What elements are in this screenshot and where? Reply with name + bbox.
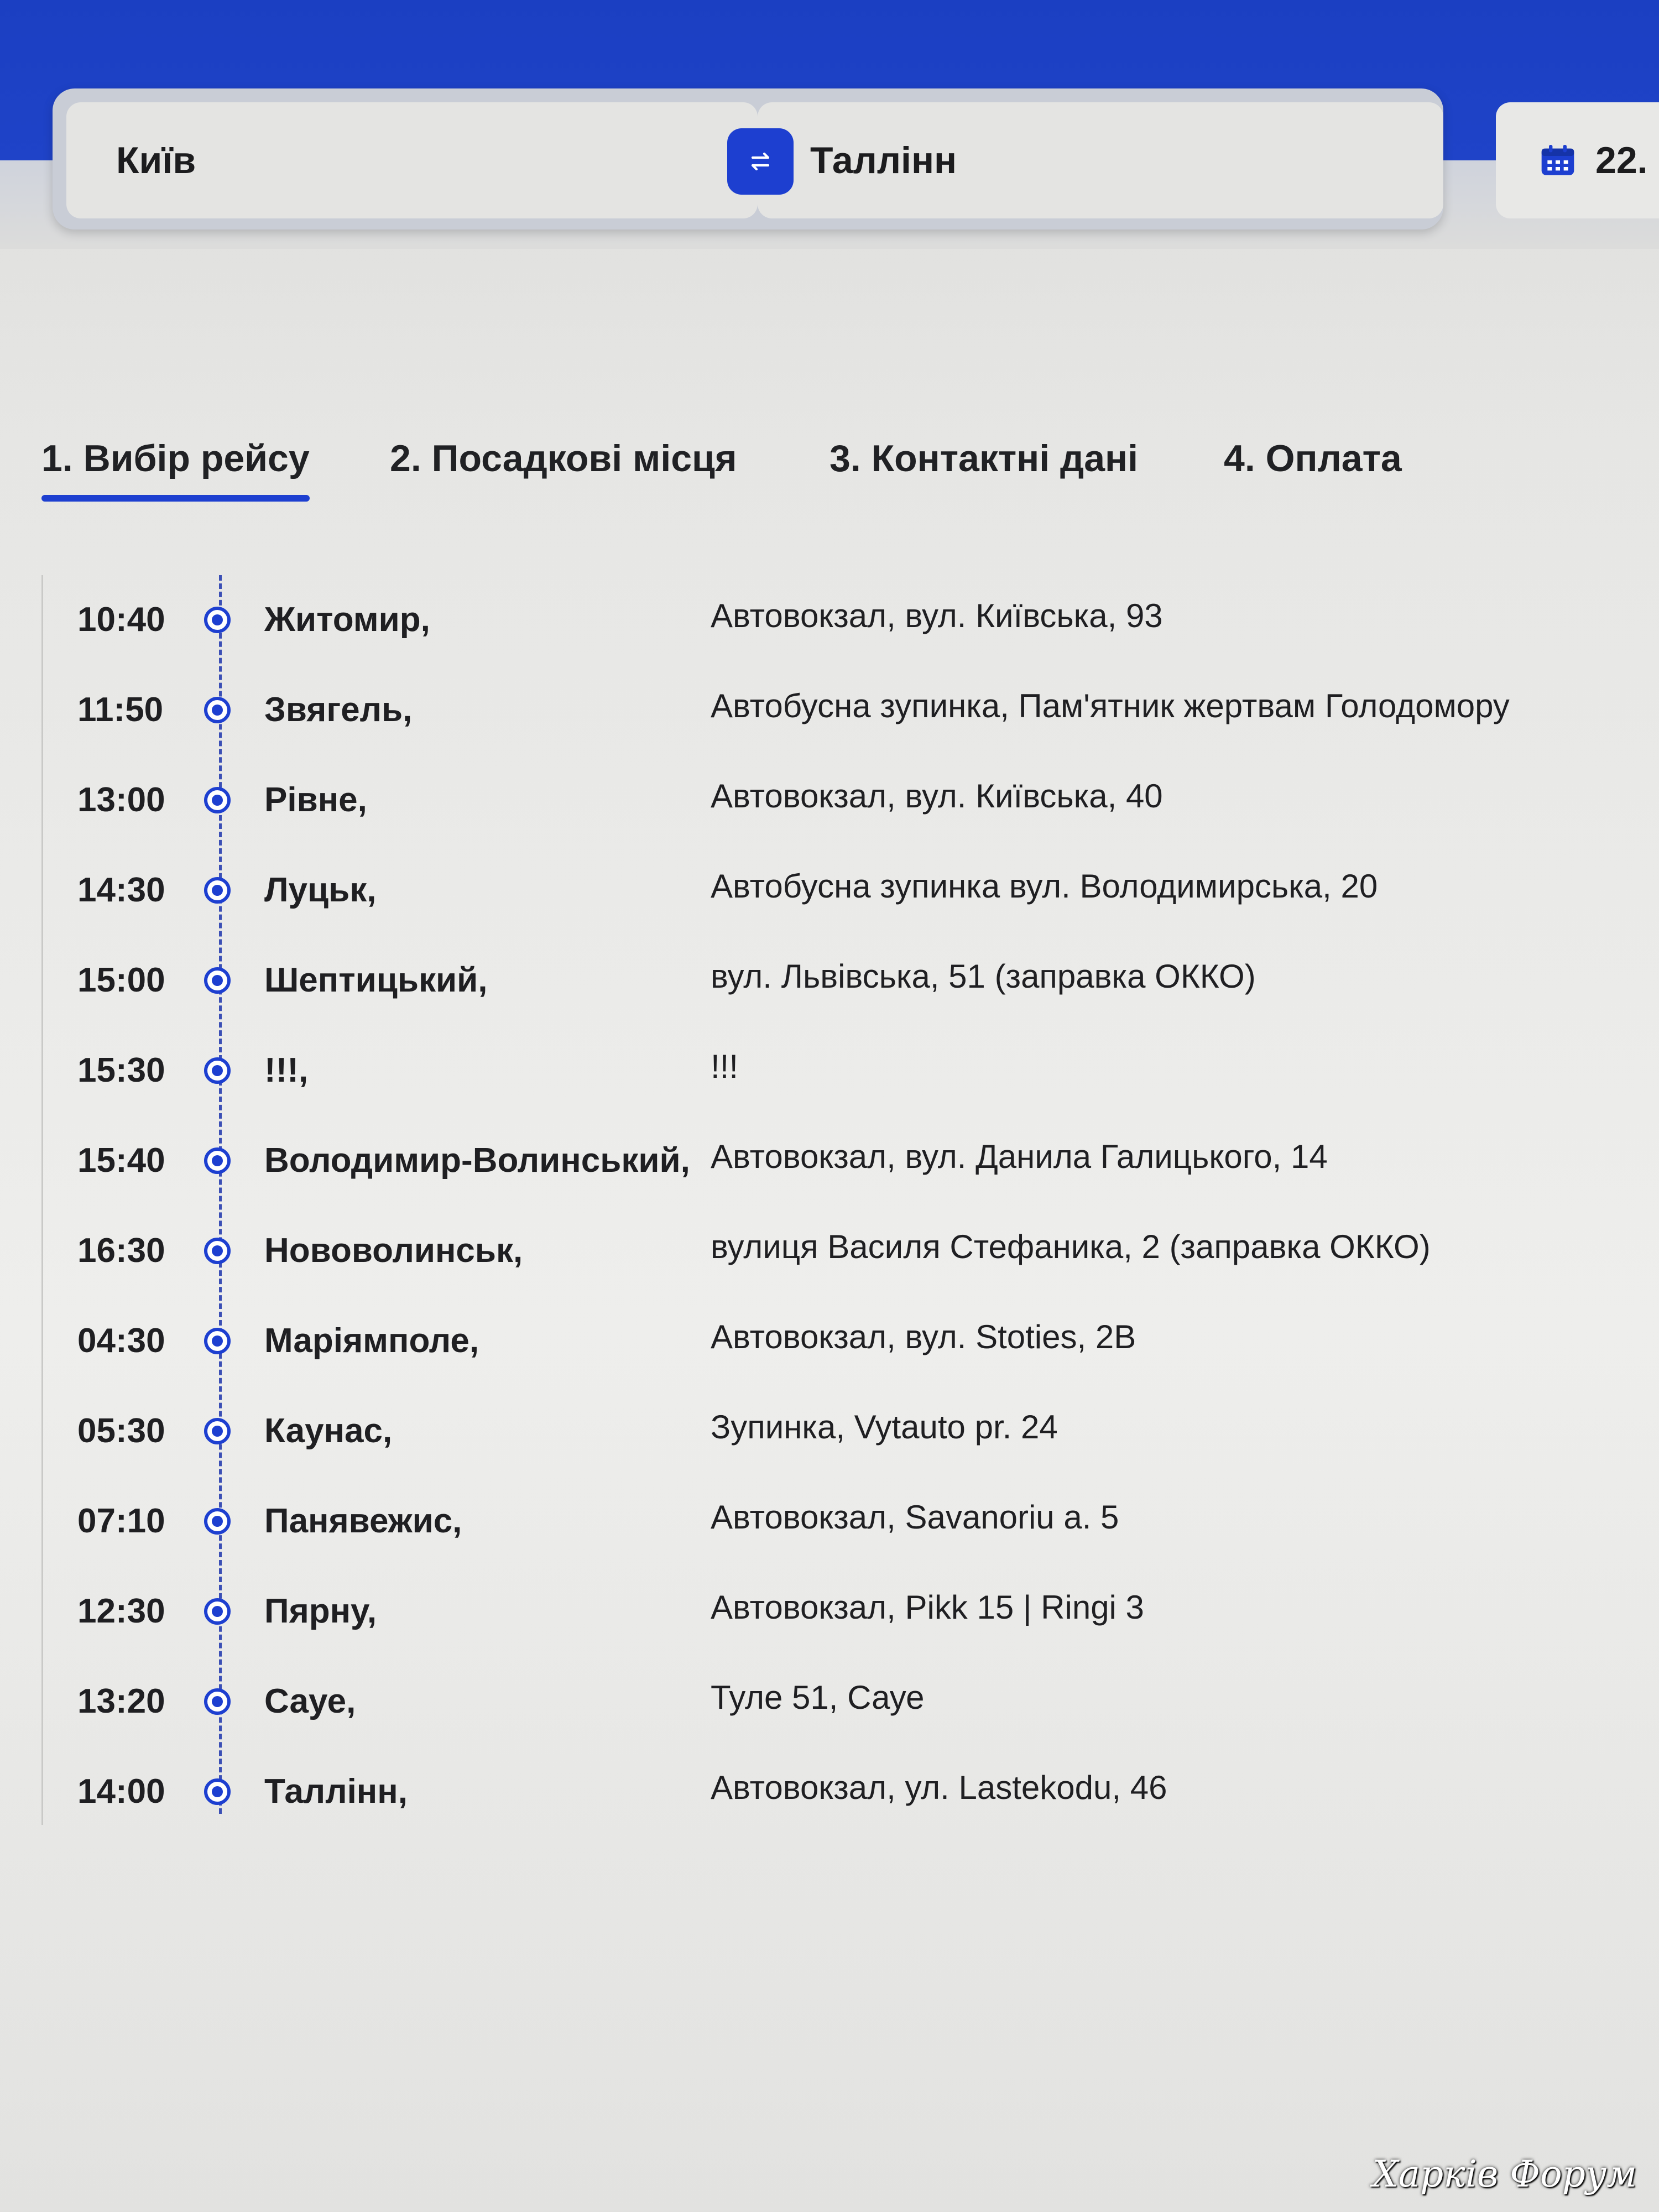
stop-address: Зупинка, Vytauto pr. 24 bbox=[711, 1408, 1058, 1446]
stop-address: Туле 51, Сауе bbox=[711, 1679, 925, 1716]
step-select-trip[interactable] bbox=[41, 437, 310, 480]
step-contact-details[interactable] bbox=[830, 437, 1138, 480]
date-field[interactable] bbox=[1496, 102, 1659, 218]
stop-dot-icon bbox=[204, 1778, 231, 1805]
list-item bbox=[0, 870, 1659, 926]
stop-dot-icon bbox=[204, 1238, 231, 1264]
list-item bbox=[0, 780, 1659, 836]
stop-address: Автовокзал, вул. Stoties, 2В bbox=[711, 1318, 1136, 1355]
stop-address: Автобусна зупинка вул. Володимирська, 20 bbox=[711, 868, 1378, 905]
step-payment[interactable] bbox=[1224, 437, 1402, 480]
stop-city: Панявежис, bbox=[264, 1502, 462, 1540]
date-value: 22. bbox=[1595, 139, 1648, 181]
stop-time: 04:30 bbox=[77, 1322, 165, 1360]
stop-time: 14:00 bbox=[77, 1772, 165, 1811]
stop-city: Шептицький, bbox=[264, 961, 488, 999]
stop-dot-icon bbox=[204, 697, 231, 723]
list-item bbox=[0, 687, 1659, 745]
list-item bbox=[0, 1679, 1659, 1737]
stop-dot-icon bbox=[204, 1057, 231, 1084]
stop-time: 12:30 bbox=[77, 1592, 165, 1630]
stop-address: Автовокзал, Pikk 15 | Ringi 3 bbox=[711, 1589, 1144, 1626]
stop-address: Автовокзал, вул. Данила Галицького, 14 bbox=[711, 1138, 1328, 1175]
stop-dot-icon bbox=[204, 1508, 231, 1535]
stop-time: 13:20 bbox=[77, 1682, 165, 1720]
stop-city: !!!, bbox=[264, 1051, 309, 1089]
list-item bbox=[0, 1589, 1659, 1647]
stop-city: Житомир, bbox=[264, 601, 430, 639]
stop-city: Таллінн, bbox=[264, 1772, 408, 1811]
stop-time: 10:40 bbox=[77, 601, 165, 639]
list-item bbox=[0, 1138, 1659, 1196]
stop-city: Каунас, bbox=[264, 1412, 393, 1450]
stop-time: 14:30 bbox=[77, 871, 165, 909]
stop-address: Автовокзал, Savanoriu a. 5 bbox=[711, 1499, 1119, 1536]
swap-arrows-icon bbox=[745, 146, 776, 177]
stop-city: Звягель, bbox=[264, 691, 413, 729]
stop-city: Луцьк, bbox=[264, 871, 377, 909]
stop-time: 05:30 bbox=[77, 1412, 165, 1450]
stop-address: Автобусна зупинка, Пам'ятник жертвам Голодомору bbox=[711, 687, 1510, 724]
list-item bbox=[0, 1769, 1659, 1827]
stop-time: 16:30 bbox=[77, 1232, 165, 1270]
stop-dot-icon bbox=[204, 967, 231, 994]
stop-dot-icon bbox=[204, 607, 231, 633]
stop-time: 15:00 bbox=[77, 961, 165, 999]
stop-time: 07:10 bbox=[77, 1502, 165, 1540]
stop-dot-icon bbox=[204, 1328, 231, 1354]
stop-time: 11:50 bbox=[77, 691, 164, 729]
stop-dot-icon bbox=[204, 787, 231, 813]
stop-city: Пярну, bbox=[264, 1592, 377, 1630]
list-item bbox=[0, 1228, 1659, 1286]
from-city-value: Київ bbox=[116, 139, 196, 181]
step-label: 4. Оплата bbox=[1224, 437, 1402, 479]
stop-address: !!! bbox=[711, 1048, 739, 1085]
step-label: 3. Контактні дані bbox=[830, 437, 1138, 479]
from-city-field[interactable] bbox=[66, 102, 758, 218]
watermark: Харків Форум bbox=[1372, 2153, 1637, 2195]
stop-city: Рівне, bbox=[264, 781, 367, 819]
list-item bbox=[0, 1408, 1659, 1467]
swap-cities-button[interactable] bbox=[727, 128, 794, 195]
step-seats[interactable] bbox=[390, 437, 737, 480]
stop-city: Сауе, bbox=[264, 1682, 356, 1720]
to-city-field[interactable] bbox=[758, 102, 1443, 218]
calendar-icon bbox=[1540, 144, 1575, 177]
stop-dot-icon bbox=[204, 1418, 231, 1444]
stop-city: Маріямполе, bbox=[264, 1322, 479, 1360]
list-item bbox=[0, 1048, 1659, 1106]
stop-dot-icon bbox=[204, 1147, 231, 1174]
list-item bbox=[0, 958, 1659, 1016]
stop-address: Автовокзал, ул. Lastekodu, 46 bbox=[711, 1769, 1167, 1806]
stop-time: 13:00 bbox=[77, 781, 165, 819]
step-label: 1. Вибір рейсу bbox=[41, 437, 310, 479]
list-item bbox=[0, 597, 1659, 655]
stop-address: Автовокзал, вул. Київська, 93 bbox=[711, 597, 1163, 634]
step-label: 2. Посадкові місця bbox=[390, 437, 737, 479]
stop-address: вул. Львівська, 51 (заправка ОККО) bbox=[711, 958, 1256, 995]
stop-address: Автовокзал, вул. Київська, 40 bbox=[711, 778, 1163, 815]
booking-steps bbox=[41, 437, 1535, 514]
stop-dot-icon bbox=[204, 1598, 231, 1625]
list-item bbox=[0, 1501, 1659, 1557]
stop-city: Володимир-Волинський, bbox=[264, 1141, 690, 1180]
stop-time: 15:40 bbox=[77, 1141, 165, 1180]
stop-dot-icon bbox=[204, 1688, 231, 1715]
to-city-value: Таллінн bbox=[810, 139, 957, 181]
list-item bbox=[0, 1318, 1659, 1376]
stop-dot-icon bbox=[204, 877, 231, 904]
stop-address: вулиця Василя Стефаника, 2 (заправка ОККО) bbox=[711, 1228, 1431, 1265]
stop-city: Нововолинськ, bbox=[264, 1232, 523, 1270]
stop-time: 15:30 bbox=[77, 1051, 165, 1089]
